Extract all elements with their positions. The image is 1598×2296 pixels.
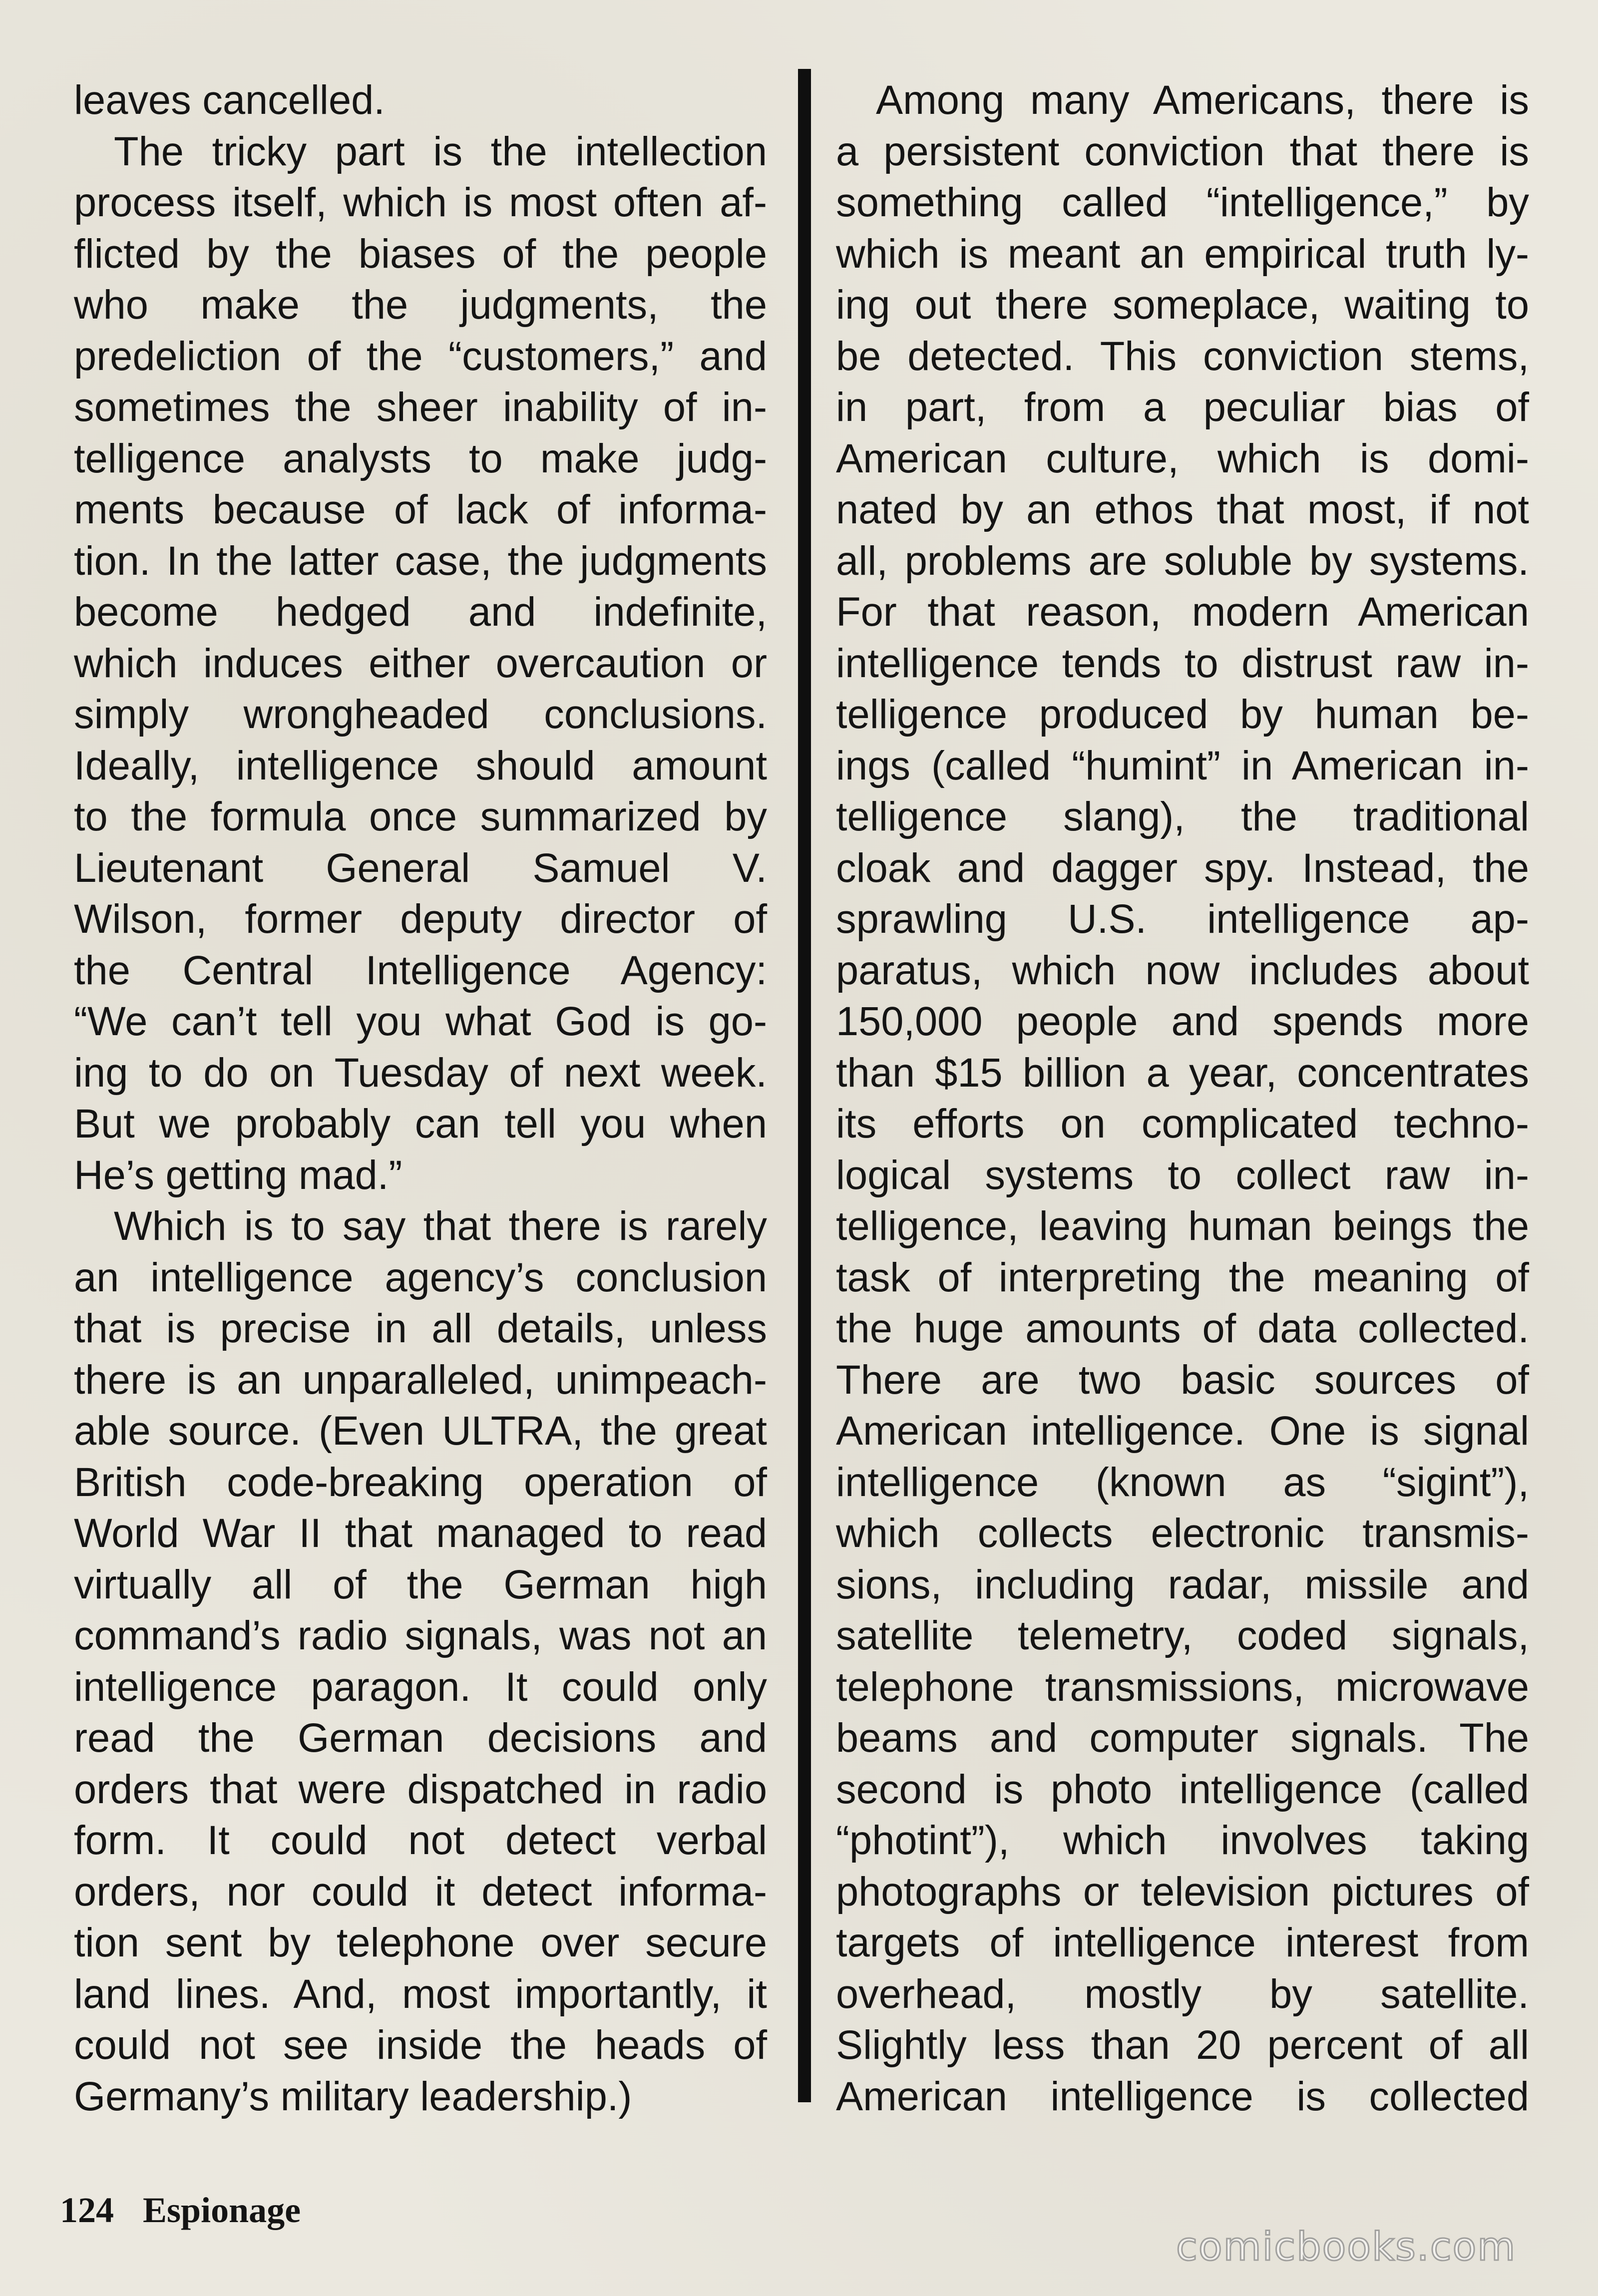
text-line: overhead, mostly by satellite. xyxy=(836,1971,1529,2017)
text-line: “photint”), which involves taking xyxy=(836,1818,1529,1863)
text-line: Ideally, intelligence should amount xyxy=(74,743,767,788)
text-line: cloak and dagger spy. Instead, the xyxy=(836,845,1529,891)
text-line: task of interpreting the meaning of xyxy=(836,1255,1529,1300)
text-line: the Central Intelligence Agency: xyxy=(74,948,767,993)
text-line: its efforts on complicated techno- xyxy=(836,1102,1529,1147)
text-line: paratus, which now includes about xyxy=(836,948,1529,993)
text-line: could not see inside the heads of xyxy=(74,2023,767,2068)
text-line: telligence, leaving human beings the xyxy=(836,1204,1529,1249)
text-line: than $15 billion a year, concentrates xyxy=(836,1050,1529,1096)
text-line: American intelligence. One is signal xyxy=(836,1409,1529,1454)
text-line: For that reason, modern American xyxy=(836,590,1529,635)
text-line: “We can’t tell you what God is go- xyxy=(74,999,767,1044)
text-line: Slightly less than 20 percent of all xyxy=(836,2023,1529,2068)
text-line: Among many Americans, there is xyxy=(876,78,1529,123)
text-line: 150,000 people and spends more xyxy=(836,999,1529,1044)
text-line: to the formula once summarized by xyxy=(74,794,767,839)
text-line: second is photo intelligence (called xyxy=(836,1767,1529,1812)
text-line: American intelligence is collected xyxy=(836,2074,1529,2119)
text-line: intelligence (known as “sigint”), xyxy=(836,1460,1529,1505)
right-column xyxy=(836,75,1529,2122)
text-line: orders that were dispatched in radio xyxy=(74,1767,767,1812)
text-line: British code-breaking operation of xyxy=(74,1460,767,1505)
text-line: process itself, which is most often af- xyxy=(74,180,767,225)
text-line: which collects electronic transmis- xyxy=(836,1511,1529,1556)
text-line: an intelligence agency’s conclusion xyxy=(74,1255,767,1300)
text-line: predeliction of the “customers,” and xyxy=(74,334,767,379)
text-line: But we probably can tell you when xyxy=(74,1102,767,1147)
text-line: that is precise in all details, unless xyxy=(74,1306,767,1351)
text-line: Germany’s military leadership.) xyxy=(74,2074,632,2119)
text-line: ments because of lack of informa- xyxy=(74,487,767,532)
text-line: command’s radio signals, was not an xyxy=(74,1613,767,1658)
text-line: Which is to say that there is rarely xyxy=(114,1204,767,1249)
text-line: telligence analysts to make judg- xyxy=(74,436,767,481)
text-line: tion sent by telephone over secure xyxy=(74,1920,767,1965)
text-line: The tricky part is the intellection xyxy=(114,129,767,174)
text-line: Lieutenant General Samuel V. xyxy=(74,845,767,891)
text-line: leaves cancelled. xyxy=(74,78,385,123)
text-line: there is an unparalleled, unimpeach- xyxy=(74,1357,767,1403)
left-column xyxy=(74,75,767,2122)
text-line: simply wrongheaded conclusions. xyxy=(74,692,767,737)
text-line: flicted by the biases of the people xyxy=(74,231,767,277)
text-line: a persistent conviction that there is xyxy=(836,129,1529,174)
text-line: He’s getting mad.” xyxy=(74,1152,402,1198)
text-line: targets of intelligence interest from xyxy=(836,1920,1529,1965)
text-line: sprawling U.S. intelligence ap- xyxy=(836,897,1529,942)
text-line: ing to do on Tuesday of next week. xyxy=(74,1050,767,1096)
text-line: telligence produced by human be- xyxy=(836,692,1529,737)
text-line: which is meant an empirical truth ly- xyxy=(836,231,1529,277)
text-line: beams and computer signals. The xyxy=(836,1716,1529,1761)
text-line: sometimes the sheer inability of in- xyxy=(74,385,767,430)
text-line: read the German decisions and xyxy=(74,1716,767,1761)
text-line: who make the judgments, the xyxy=(74,283,767,328)
text-line: nated by an ethos that most, if not xyxy=(836,487,1529,532)
text-line: in part, from a peculiar bias of xyxy=(836,385,1529,430)
text-line: orders, nor could it detect informa- xyxy=(74,1869,767,1914)
text-line: photographs or television pictures of xyxy=(836,1869,1529,1914)
text-line: telligence slang), the traditional xyxy=(836,794,1529,839)
text-line: become hedged and indefinite, xyxy=(74,590,767,635)
text-line: American culture, which is domi- xyxy=(836,436,1529,481)
text-line: intelligence paragon. It could only xyxy=(74,1664,767,1710)
watermark: comicbooks.com xyxy=(1176,2225,1517,2270)
text-line: tion. In the latter case, the judgments xyxy=(74,538,767,584)
text-line: intelligence tends to distrust raw in- xyxy=(836,641,1529,686)
section-title: Espionage xyxy=(143,2190,301,2230)
text-line: ings (called “humint” in American in- xyxy=(836,743,1529,788)
text-line: logical systems to collect raw in- xyxy=(836,1152,1529,1198)
text-line: the huge amounts of data collected. xyxy=(836,1306,1529,1351)
column-divider xyxy=(798,69,811,2102)
text-line: which induces either overcaution or xyxy=(74,641,767,686)
text-line: all, problems are soluble by systems. xyxy=(836,538,1529,584)
text-line: something called “intelligence,” by xyxy=(836,180,1529,225)
text-line: telephone transmissions, microwave xyxy=(836,1664,1529,1710)
page-number: 124 xyxy=(60,2190,114,2230)
text-line: World War II that managed to read xyxy=(74,1511,767,1556)
text-line: land lines. And, most importantly, it xyxy=(74,1971,767,2017)
text-line: satellite telemetry, coded signals, xyxy=(836,1613,1529,1658)
text-line: be detected. This conviction stems, xyxy=(836,334,1529,379)
text-line: ing out there someplace, waiting to xyxy=(836,283,1529,328)
text-line: form. It could not detect verbal xyxy=(74,1818,767,1863)
page-footer xyxy=(60,2190,301,2231)
text-line: able source. (Even ULTRA, the great xyxy=(74,1409,767,1454)
text-line: virtually all of the German high xyxy=(74,1562,767,1607)
text-line: Wilson, former deputy director of xyxy=(74,897,767,942)
text-line: There are two basic sources of xyxy=(836,1357,1529,1403)
text-line: sions, including radar, missile and xyxy=(836,1562,1529,1607)
